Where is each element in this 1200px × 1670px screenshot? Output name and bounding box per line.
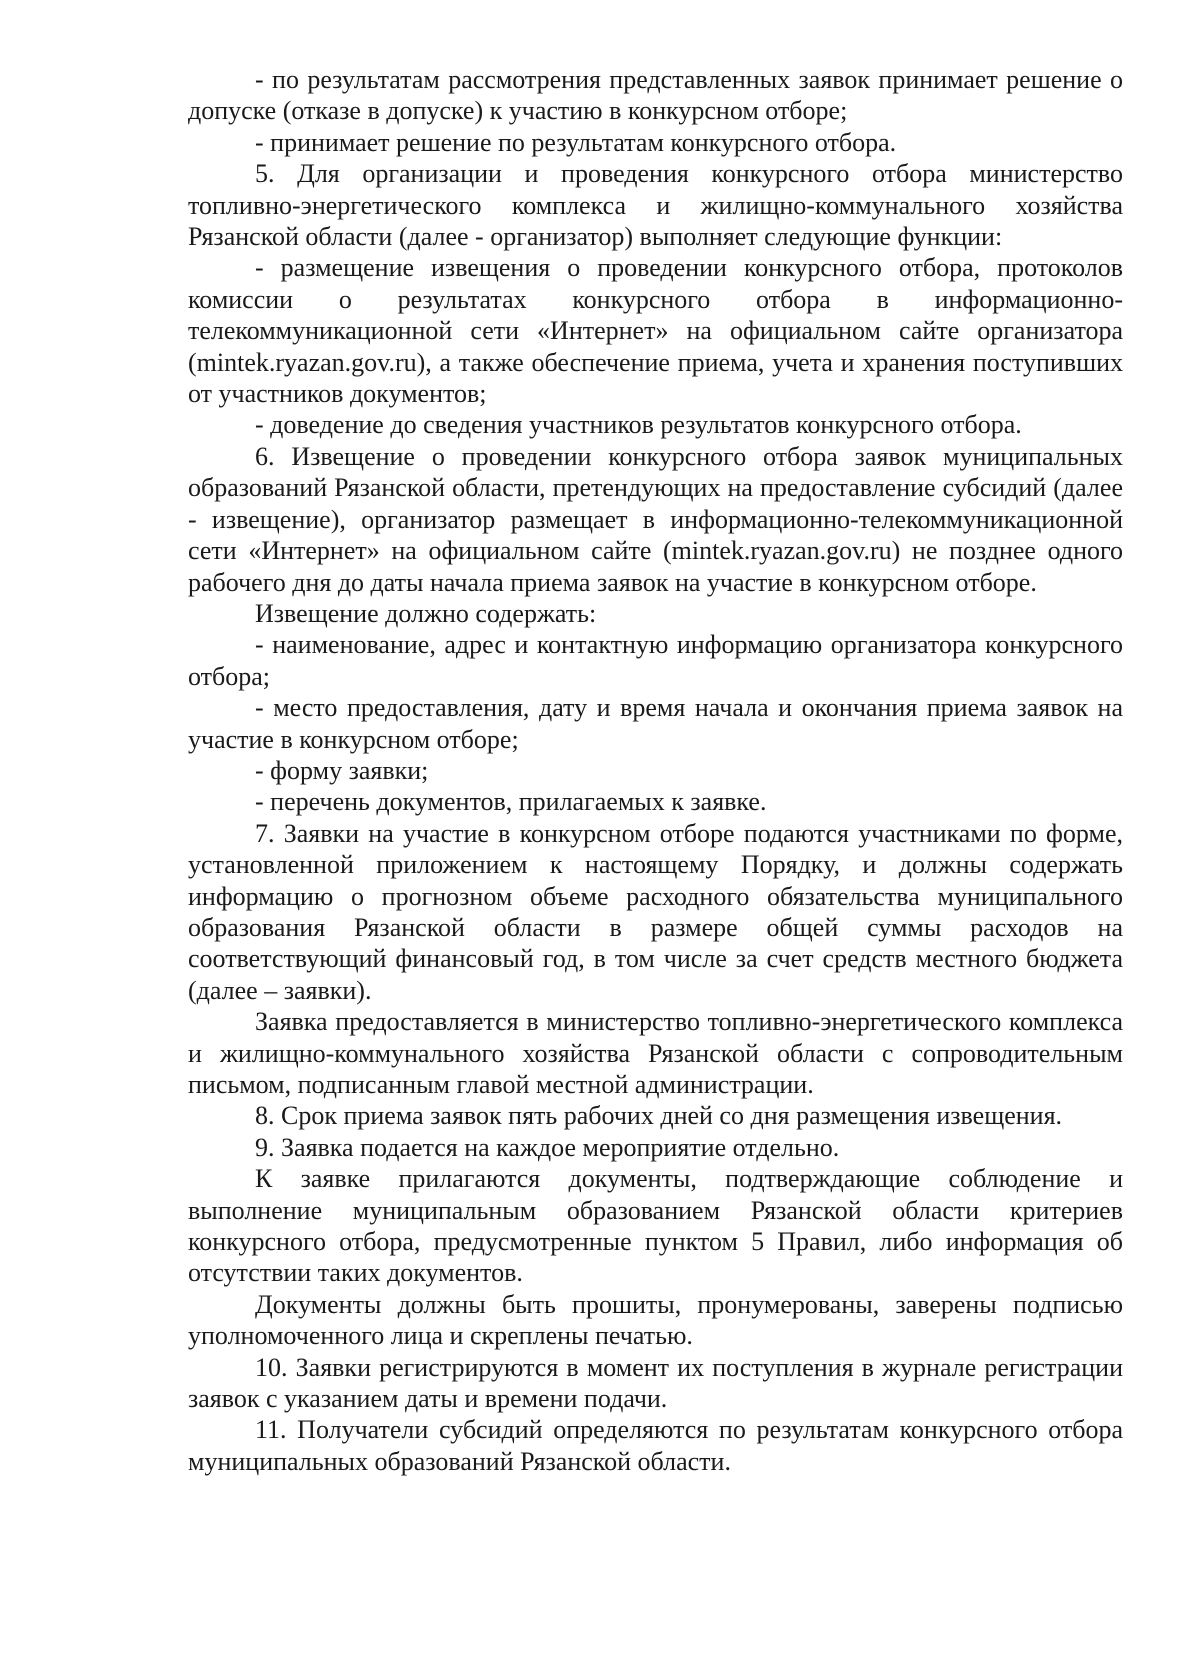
- paragraph-item-11: 11. Получатели субсидий определяются по результатам конкурсного отбора муниципальных образований Рязанской области.: [188, 1415, 1123, 1476]
- paragraph-item-8: 8. Срок приема заявок пять рабочих дней со дня размещения извещения.: [255, 1101, 1063, 1131]
- paragraph-application-submission: Заявка предоставляется в министерство топливно-энергетического комплекса и жилищно-коммунального хозяйства Рязанской области с сопроводительным письмом, подписанным главой местной администрации.: [188, 1007, 1123, 1099]
- paragraph-attached-documents: К заявке прилагаются документы, подтверждающие соблюдение и выполнение муниципальным образованием Рязанской области критериев конкурсного отбора, предусмотренные пунктом 5 Правил, либо информация об отсутствии таких документов.: [188, 1164, 1123, 1288]
- paragraph-documents-list: - перечень документов, прилагаемых к заявке.: [255, 787, 767, 817]
- paragraph-notice-contents: Извещение должно содержать:: [255, 598, 597, 628]
- paragraph-item-5: 5. Для организации и проведения конкурсного отбора министерство топливно-энергетического комплекса и жилищно-коммунального хозяйства Рязанской области (далее - организатор) выполняет следующие функции:: [188, 159, 1123, 252]
- paragraph-admission-decision: - по результатам рассмотрения представленных заявок принимает решение о допуске (отказе в допуске) к участию в конкурсном отборе;: [188, 65, 1123, 126]
- paragraph-submission-place: - место предоставления, дату и время начала и окончания приема заявок на участие в конкурсном отборе;: [188, 693, 1123, 754]
- paragraph-organizer-info: - наименование, адрес и контактную информацию организатора конкурсного отбора;: [188, 630, 1123, 691]
- document-page: [188, 64, 1123, 1477]
- paragraph-notice-posting: - размещение извещения о проведении конкурсного отбора, протоколов комиссии о результатах конкурсного отбора в информационно-телекоммуникационной сети «Интернет» на официальном сайте организатора (mintek.ryazan.gov.ru), а также обеспечение приема, учета и хранения поступивших от участников документов;: [188, 253, 1123, 409]
- paragraph-item-9: 9. Заявка подается на каждое мероприятие отдельно.: [255, 1132, 840, 1162]
- paragraph-item-10: 10. Заявки регистрируются в момент их поступления в журнале регистрации заявок с указанием даты и времени подачи.: [188, 1352, 1123, 1414]
- paragraph-results-notification: - доведение до сведения участников результатов конкурсного отбора.: [255, 410, 1022, 440]
- paragraph-document-binding: Документы должны быть прошиты, пронумерованы, заверены подписью уполномоченного лица и скреплены печатью.: [188, 1289, 1123, 1351]
- paragraph-item-7: 7. Заявки на участие в конкурсном отборе подаются участниками по форме, установленной приложением к настоящему Порядку, и должны содержать информацию о прогнозном объеме расходного обязательства муниципального образования Рязанской области в размере общей суммы расходов на соответствующий финансовый год, в том числе за счет средств местного бюджета (далее – заявки).: [188, 818, 1123, 1005]
- paragraph-item-6: 6. Извещение о проведении конкурсного отбора заявок муниципальных образований Рязанской области, претендующих на предоставление субсидий (далее - извещение), организатор размещает в информационно-телекоммуникационной сети «Интернет» на официальном сайте (mintek.ryazan.gov.ru) не позднее одного рабочего дня до даты начала приема заявок на участие в конкурсном отборе.: [188, 441, 1123, 597]
- paragraph-application-form: - форму заявки;: [255, 755, 429, 785]
- paragraph-selection-decision: - принимает решение по результатам конкурсного отбора.: [255, 127, 897, 157]
